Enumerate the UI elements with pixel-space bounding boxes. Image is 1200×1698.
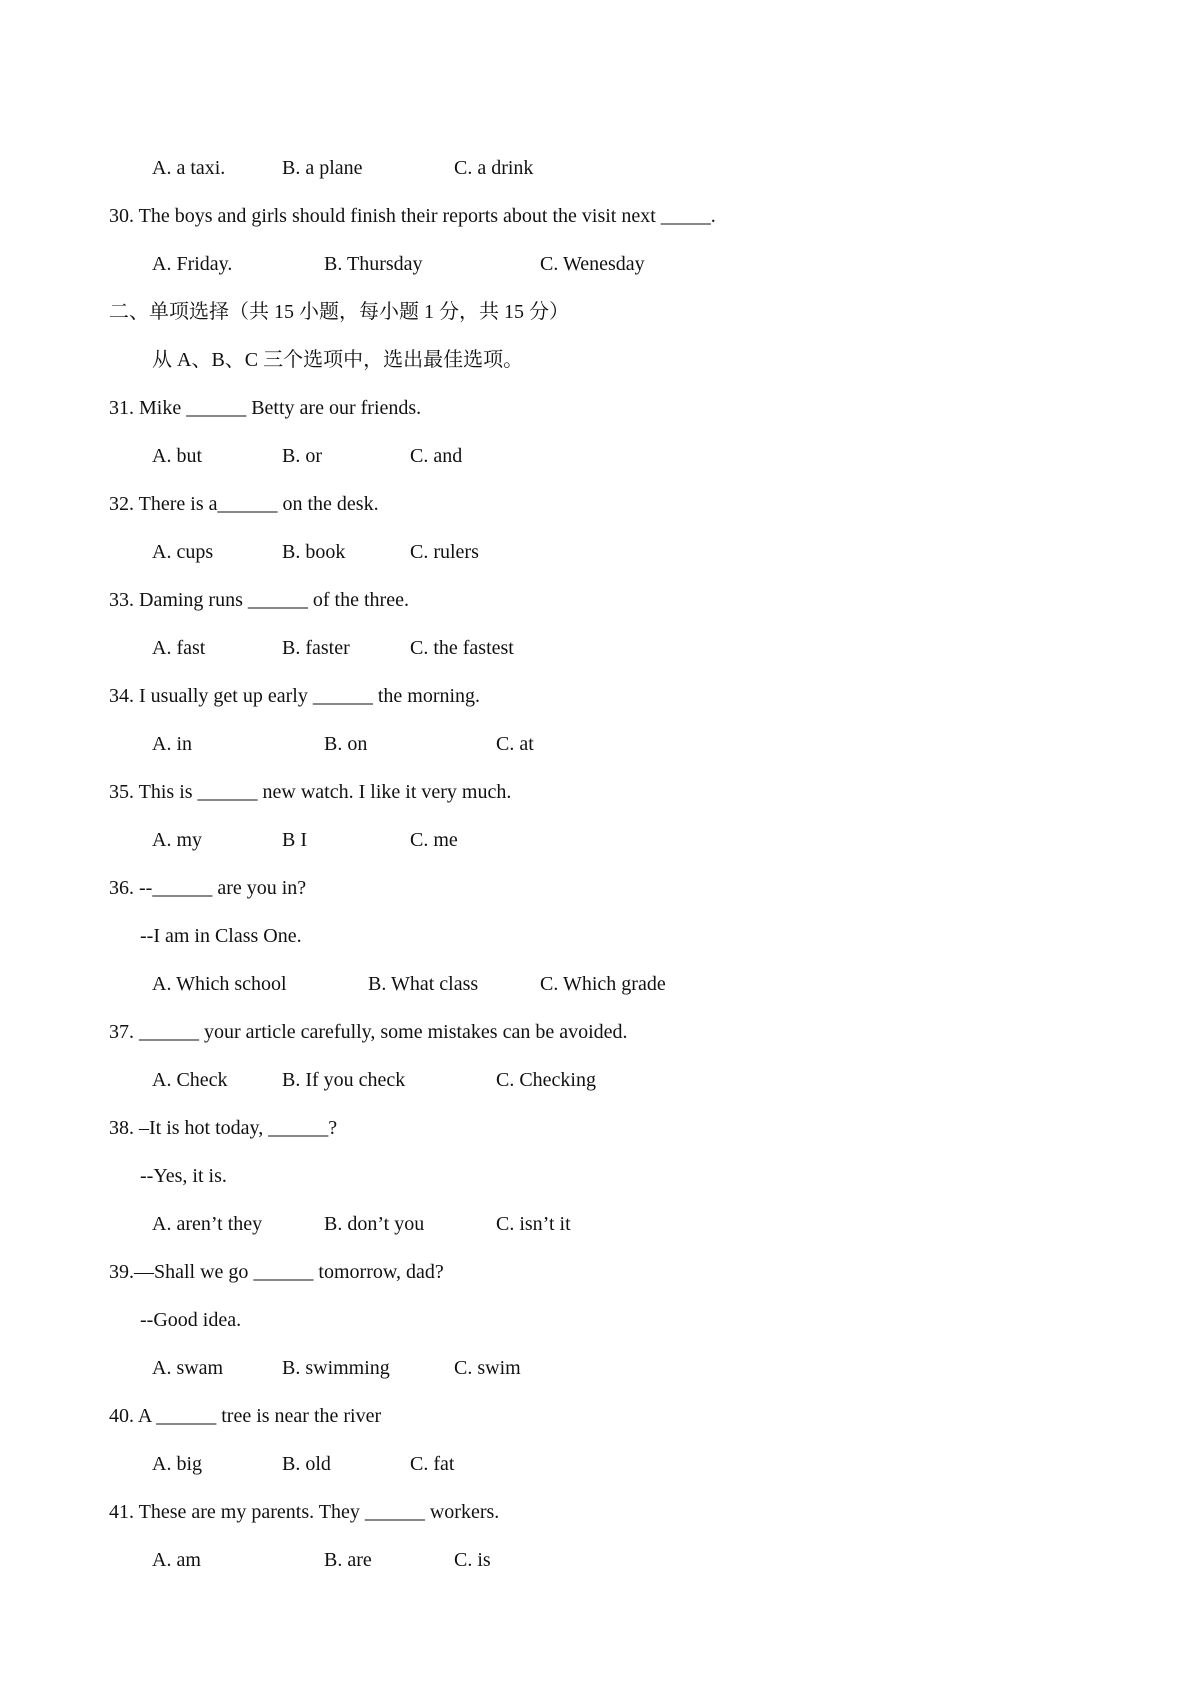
question-33: 33. Daming runs ______ of the three. [109,589,409,611]
question-41: 41. These are my parents. They ______ workers. [109,1501,500,1523]
question-35: 35. This is ______ new watch. I like it very much. [109,781,512,803]
option-c: C. rulers [410,541,479,563]
option-a: A. am [152,1549,201,1571]
section-heading: 二、单项选择（共 15 小题，每小题 1 分，共 15 分） [109,301,569,323]
option-a: A. a taxi. [152,157,226,179]
option-c: C. at [496,733,534,755]
section-instructions: 从 A、B、C 三个选项中，选出最佳选项。 [152,349,524,371]
q41-options [152,1548,1052,1668]
option-b: B. Thursday [324,253,423,275]
option-a: A. Friday. [152,253,233,275]
option-b: B. are [324,1549,372,1571]
option-b: B. old [282,1453,331,1475]
question-32: 32. There is a______ on the desk. [109,493,379,515]
option-b: B. or [282,445,322,467]
dialog-reply: --I am in Class One. [140,925,302,947]
question-39: 39.—Shall we go ______ tomorrow, dad? [109,1261,444,1283]
option-a: A. swam [152,1357,224,1379]
option-b: B. If you check [282,1069,406,1091]
option-c: C. me [410,829,458,851]
question-30: 30. The boys and girls should finish their reports about the visit next _____. [109,205,716,227]
option-b: B. a plane [282,157,363,179]
option-c: C. and [410,445,463,467]
question-31: 31. Mike ______ Betty are our friends. [109,397,422,419]
option-c: C. isn’t it [496,1213,571,1235]
option-a: A. fast [152,637,206,659]
option-a: A. in [152,733,192,755]
question-38: 38. –It is hot today, ______? [109,1117,338,1139]
option-a: A. Check [152,1069,228,1091]
dialog-reply: --Good idea. [140,1309,242,1331]
option-b: B. don’t you [324,1213,425,1235]
option-c: C. Wenesday [540,253,645,275]
option-c: C. is [454,1549,491,1571]
question-40: 40. A ______ tree is near the river [109,1405,382,1427]
option-a: A. Which school [152,973,287,995]
dialog-reply: --Yes, it is. [140,1165,227,1187]
option-c: C. fat [410,1453,455,1475]
option-b: B. swimming [282,1357,390,1379]
option-b: B. faster [282,637,350,659]
option-b: B. What class [368,973,479,995]
option-a: A. but [152,445,202,467]
question-34: 34. I usually get up early ______ the morning. [109,685,481,707]
option-a: A. cups [152,541,214,563]
option-c: C. a drink [454,157,534,179]
option-c: C. swim [454,1357,521,1379]
option-c: C. Which grade [540,973,666,995]
option-c: C. the fastest [410,637,514,659]
option-a: A. my [152,829,202,851]
question-36: 36. --______ are you in? [109,877,307,899]
option-b: B. on [324,733,368,755]
option-b: B. book [282,541,346,563]
option-a: A. aren’t they [152,1213,263,1235]
option-b: B I [282,829,307,851]
option-c: C. Checking [496,1069,596,1091]
option-a: A. big [152,1453,202,1475]
question-37: 37. ______ your article carefully, some mistakes can be avoided. [109,1021,628,1043]
